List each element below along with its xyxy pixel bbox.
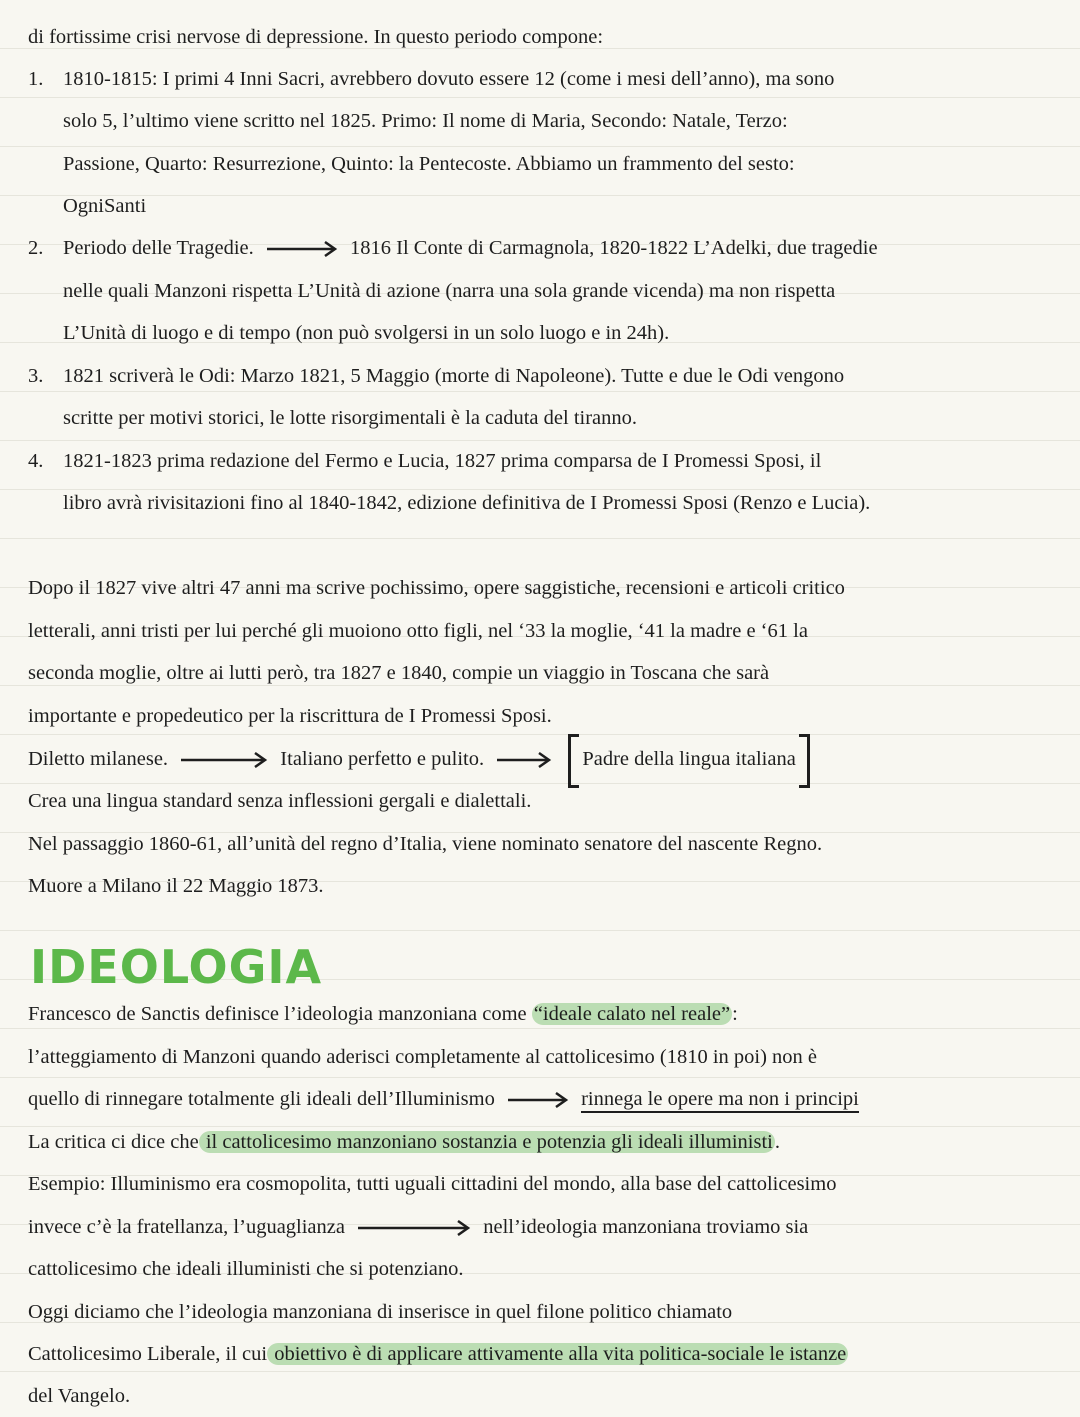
list-number: 4. [28,450,44,472]
list-item-line: 1821-1823 prima redazione del Fermo e Lucia, 1827 prima comparsa de I Promessi Sposi, il [63,450,822,472]
language-step-3-boxed: Padre della lingua italiana [568,738,809,780]
text-span: La critica ci dice che [28,1131,199,1153]
text-span: quello di rinnegare totalmente gli ideali dell’Illuminismo [28,1088,495,1110]
list-item-line: solo 5, l’ultimo viene scritto nel 1825. Primo: Il nome di Maria, Secondo: Natale, Terzo: [63,110,788,132]
list-item-line: Passione, Quarto: Resurrezione, Quinto: la Pentecoste. Abbiamo un frammento del sesto: [63,153,795,175]
list-item-line: OgniSanti [63,195,147,217]
bio-line: letterali, anni tristi per lui perché gli muoiono otto figli, nel ‘33 la moglie, ‘41 la madre e ‘61 la [28,620,808,642]
text-span: : [732,1003,738,1025]
arrow-right-icon [495,752,553,768]
list-item-line: nelle quali Manzoni rispetta L’Unità di azione (narra una sola grande vicenda) ma non rispetta [63,280,836,302]
bio-line: importante e propedeutico per la riscrittura de I Promessi Sposi. [28,705,552,727]
language-chain [28,738,1058,780]
intro-line: di fortissime crisi nervose di depressione. In questo periodo compone: [28,26,604,48]
arrow-right-icon [356,1220,472,1236]
ideology-line [28,1121,1058,1163]
underlined-text: rinnega le opere ma non i principi [581,1088,859,1113]
language-step-2: Italiano perfetto e pulito. [280,748,485,770]
language-step-1: Diletto milanese. [28,748,169,770]
text-span: Cattolicesimo Liberale, il cui [28,1343,268,1365]
highlight: obiettivo è di applicare attivamente alla vita politica-sociale le istanze [269,1343,847,1365]
bio-end-line: Muore a Milano il 22 Maggio 1873. [28,875,324,897]
highlight: “ideale calato nel reale” [533,1003,731,1025]
bio-end-line: Crea una lingua standard senza inflessioni gergali e dialettali. [28,790,532,812]
ideology-line [28,993,1058,1035]
text-span: . [774,1131,780,1153]
arrow-right-icon [265,241,339,257]
tragedie-detail: 1816 Il Conte di Carmagnola, 1820-1822 L’Adelki, due tragedie [350,237,878,259]
text-span: invece c’è la fratellanza, l’uguaglianza [28,1216,345,1238]
list-item-line: libro avrà rivisitazioni fino al 1840-1842, edizione definitiva de I Promessi Sposi (Renzo e Lucia). [63,492,871,514]
section-heading: IDEOLOGIA [30,940,323,994]
arrow-right-icon [179,752,269,768]
ideology-line [28,1333,1058,1375]
list-item-line: scritte per motivi storici, le lotte risorgimentali è la caduta del tiranno. [63,407,638,429]
list-item-line: 1821 scriverà le Odi: Marzo 1821, 5 Maggio (morte di Napoleone). Tutte e due le Odi vengono [63,365,845,387]
ideology-line [28,1206,1058,1248]
list-item-line: L’Unità di luogo e di tempo (non può svolgersi in un solo luogo e in 24h). [63,322,670,344]
ideology-line: Esempio: Illuminismo era cosmopolita, tutti uguali cittadini del mondo, alla base del cattolicesimo [28,1173,837,1195]
highlight: il cattolicesimo manzoniano sostanzia e potenzia gli ideali illuministi [200,1131,773,1153]
list-number: 2. [28,237,44,259]
tragedie-label: Periodo delle Tragedie. [63,237,254,259]
arrow-right-icon [506,1092,570,1108]
ideology-line: Oggi diciamo che l’ideologia manzoniana di inserisce in quel filone politico chiamato [28,1301,733,1323]
list-number: 1. [28,68,44,90]
bio-line: Dopo il 1827 vive altri 47 anni ma scrive pochissimo, opere saggistiche, recensioni e articoli critico [28,577,845,599]
list-item-line: 1810-1815: I primi 4 Inni Sacri, avrebbero dovuto essere 12 (come i mesi dell’anno), ma sono [63,68,835,90]
ideology-line: del Vangelo. [28,1385,131,1407]
bio-end-line: Nel passaggio 1860-61, all’unità del regno d’Italia, viene nominato senatore del nascente Regno. [28,833,823,855]
ideology-line: l’atteggiamento di Manzoni quando aderisci completamente al cattolicesimo (1810 in poi) non è [28,1046,818,1068]
text-span: nell’ideologia manzoniana troviamo sia [483,1216,809,1238]
ideology-line: cattolicesimo che ideali illuministi che si potenziano. [28,1258,464,1280]
bio-line: seconda moglie, oltre ai lutti però, tra 1827 e 1840, compie un viaggio in Toscana che sarà [28,662,770,684]
list-number: 3. [28,365,44,387]
list-item-line [63,227,1080,269]
text-span: Francesco de Sanctis definisce l’ideologia manzoniana come [28,1003,532,1025]
ideology-line [28,1078,1058,1120]
